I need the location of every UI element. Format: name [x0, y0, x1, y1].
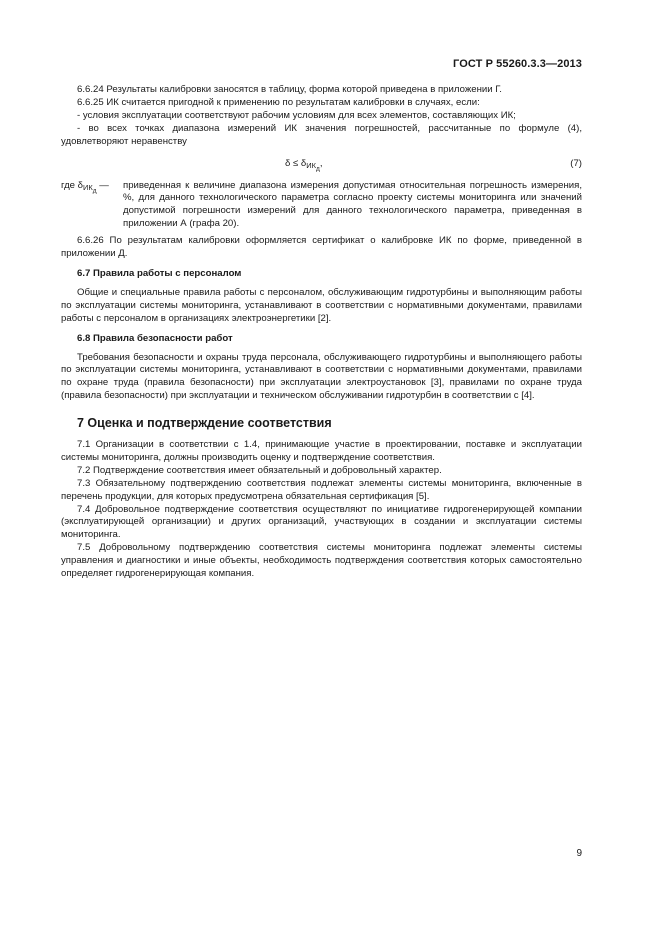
formula-sub: ИК [306, 161, 317, 171]
paragraph-6-6-24: 6.6.24 Результаты калибровки заносятся в таблицу, форма которой приведена в приложении Г. [77, 84, 502, 95]
formula-7 [61, 154, 582, 180]
section-6-7-title: 6.7 Правила работы с персоналом [77, 267, 242, 279]
section-6-8-title: 6.8 Правила безопасности работ [77, 332, 233, 344]
section-6-8-text: Требования безопасности и охраны труда персонала, обслуживающего гидротурбины и выполняющего работы по эксплуатации системы мониторинга, устанавливают в соответствии с нормативными документами, правилами по охране труда (правила безопасности) при эксплуатации электроустановок [3], правилами по охране труда (правила безопасности) при эксплуатации и техническом обслуживании гидротурбин в соответствии с [4]. [61, 351, 582, 402]
definition-term-prefix: где δ [61, 179, 84, 191]
paragraph-6-6-25: 6.6.25 ИК считается пригодной к применению по результатам калибровки в случаях, если: [77, 96, 480, 108]
paragraph-7-2: 7.2 Подтверждение соответствия имеет обязательный и добровольный характер. [77, 464, 442, 476]
paragraph-7-5: 7.5 Добровольному подтверждению соответствия системы мониторинга подлежат элементы системы управления и диагностики и иные объекты, необходимость подтверждения соответствия которых самостоятельно определяет гидрогенерирующая компания. [61, 542, 582, 580]
section-6-7-text: Общие и специальные правила работы с персоналом, обслуживающим гидротурбины и выполняющим работы по эксплуатации системы мониторинга, устанавливают в соответствии с нормативными документами, правилами работы с персоналом в организациях электроэнергетики [2]. [61, 286, 582, 324]
formula-subsub: д [316, 165, 320, 173]
definition-term-sub: ИК [83, 183, 93, 193]
condition-bullet-1: - условия эксплуатации соответствуют рабочим условиям для всех элементов, составляющих ИК; [77, 109, 516, 121]
paragraph-6-6-26: 6.6.26 По результатам калибровки оформляется сертификат о калибровке ИК по форме, приведенной в приложении Д. [61, 235, 582, 260]
formula-lhs: δ ≤ δ [285, 157, 307, 169]
formula-definition [61, 180, 582, 232]
paragraph-7-4: 7.4 Добровольное подтверждение соответствия осуществляют по инициативе гидрогенерирующей компании (эксплуатирующей организации) и других организаций, участвующих в создании и эксплуатации системы мониторинга. [61, 503, 582, 541]
formula-expression [285, 158, 323, 177]
definition-term [61, 180, 123, 232]
condition-bullet-2: - во всех точках диапазона измерений ИК значения погрешностей, рассчитанные по формуле (4), удовлетворяют неравенству [61, 122, 582, 147]
formula-tail: , [319, 157, 323, 169]
formula-number: (7) [570, 157, 582, 169]
document-body [61, 84, 582, 581]
definition-term-subsub: д [92, 187, 97, 195]
page-number: 9 [576, 848, 582, 859]
paragraph-7-1: 7.1 Организации в соответствии с 1.4, принимающие участие в проектировании, поставке и эксплуатации системы мониторинга, должны производить оценку и подтверждение соответствия. [61, 439, 582, 463]
definition-text: приведенная к величине диапазона измерения допустимая относительная погрешность измерения, %, для данного технологического параметра согласно проекту системы мониторинга или значений допустимой погрешности измерений для данного технологического параметра, приведенная в приложении А (графа 20). [123, 179, 582, 230]
document-code-header: ГОСТ Р 55260.3.3—2013 [453, 58, 582, 70]
paragraph-7-3: 7.3 Обязательному подтверждению соответствия подлежат элементы системы мониторинга, включенные в перечень продукции, для которых предусмотрена обязательная сертификация [5]. [61, 477, 582, 502]
section-7-title: 7 Оценка и подтверждение соответствия [77, 416, 332, 431]
definition-dash: — [96, 179, 109, 191]
